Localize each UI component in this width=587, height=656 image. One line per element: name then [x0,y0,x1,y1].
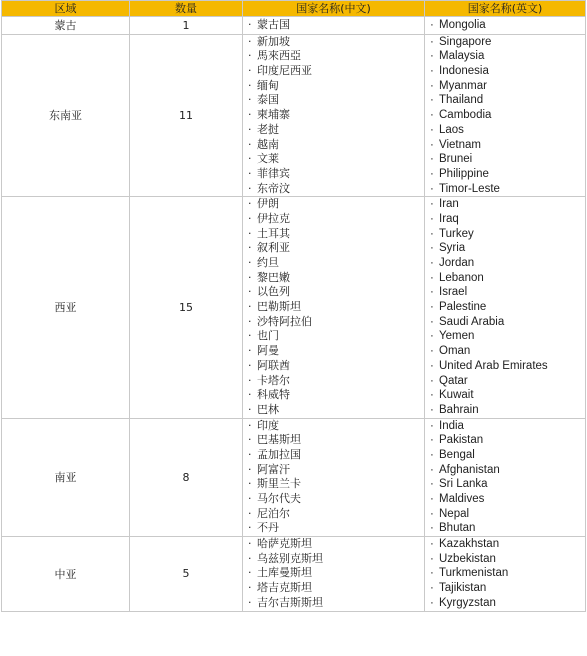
bullet-icon: · [248,373,252,387]
country-name: Uzbekistan [439,552,496,565]
country-item-en [425,448,585,463]
bullet-icon: · [430,345,434,358]
table-row [2,537,586,611]
country-name: 伊拉克 [257,211,290,225]
country-name: 泰国 [257,93,279,107]
country-name: Syria [439,242,466,255]
country-name: 孟加拉国 [257,447,301,461]
country-name: India [439,419,464,432]
country-item-cn [243,167,424,182]
country-item-cn [243,566,424,581]
country-name: Nepal [439,507,470,520]
header-name-cn: 国家名称(中文) [243,1,425,17]
bullet-icon: · [430,374,434,387]
country-item-cn [243,49,424,64]
country-item-en [425,227,585,242]
country-name: 乌兹别克斯坦 [257,551,323,565]
country-names-cn [243,418,425,537]
country-item-en [425,300,585,315]
country-name: Singapore [439,35,492,48]
country-names-cn [243,34,425,197]
bullet-icon: · [430,478,434,491]
country-item-cn [243,256,424,271]
bullet-icon: · [248,521,252,535]
country-item-en [425,167,585,182]
country-item-cn [243,18,424,33]
bullet-icon: · [430,330,434,343]
bullet-icon: · [248,166,252,180]
country-name: Yemen [439,330,475,343]
country-item-cn [243,93,424,108]
country-name: United Arab Emirates [439,359,548,372]
bullet-icon: · [248,211,252,225]
country-name: Philippine [439,167,489,180]
country-item-en [425,581,585,596]
bullet-icon: · [430,35,434,48]
country-name: Thailand [439,94,484,107]
bullet-icon: · [248,506,252,520]
table-row [2,34,586,197]
bullet-icon: · [430,167,434,180]
bullet-icon: · [248,241,252,255]
country-names-en [425,418,586,537]
country-item-cn [243,35,424,50]
bullet-icon: · [430,419,434,432]
bullet-icon: · [430,552,434,565]
country-item-en [425,477,585,492]
bullet-icon: · [248,256,252,269]
bullet-icon: · [430,50,434,63]
count-cell: 15 [130,197,243,418]
country-name: 印度尼西亚 [257,64,312,78]
bullet-icon: · [248,492,252,505]
country-name: Palestine [439,301,487,314]
country-item-cn [243,477,424,492]
bullet-icon: · [430,507,434,520]
country-name: Sri Lanka [439,478,488,491]
bullet-icon: · [430,315,434,328]
country-name: Bahrain [439,403,479,416]
country-names-cn [243,17,425,35]
country-item-cn [243,64,424,79]
bullet-icon: · [430,389,434,402]
country-item-en [425,49,585,64]
bullet-icon: · [248,358,252,372]
country-name: 以色列 [257,285,290,299]
bullet-icon: · [248,402,252,416]
country-name: 阿联酋 [257,358,290,372]
bullet-icon: · [430,434,434,447]
country-name: Mongolia [439,19,486,31]
country-name: 土库曼斯坦 [257,566,312,580]
bullet-icon: · [248,566,252,580]
bullet-icon: · [248,93,252,107]
country-name: Saudi Arabia [439,315,505,328]
country-name: 文莱 [257,152,279,166]
country-name: 也门 [257,329,279,343]
country-name: 阿曼 [257,344,279,358]
bullet-icon: · [248,78,252,92]
country-item-en [425,64,585,79]
country-name: 卡塔尔 [257,373,290,387]
country-item-en [425,241,585,256]
country-name: Iran [439,198,459,211]
bullet-icon: · [430,198,434,211]
country-name: Turkey [439,227,474,240]
country-item-en [425,403,585,418]
country-item-en [425,138,585,153]
country-name: 马尔代夫 [257,492,301,505]
bullet-icon: · [430,522,434,535]
country-item-cn [243,433,424,448]
region-cell: 东南亚 [2,34,130,197]
bullet-icon: · [430,359,434,372]
header-count: 数量 [130,1,243,17]
country-item-cn [243,152,424,167]
country-item-en [425,492,585,507]
country-item-cn [243,271,424,286]
country-name: Brunei [439,153,473,166]
country-item-en [425,93,585,108]
country-item-en [425,463,585,478]
bullet-icon: · [248,329,252,343]
country-name: 巴基斯坦 [257,433,301,447]
bullet-icon: · [248,137,252,151]
country-item-en [425,419,585,434]
country-item-en [425,374,585,389]
country-name: Bhutan [439,522,476,535]
bullet-icon: · [430,182,434,195]
country-item-en [425,108,585,123]
country-names-en [425,197,586,418]
country-name: 沙特阿拉伯 [257,314,312,328]
header-name-en: 国家名称(英文) [425,1,586,17]
country-item-cn [243,388,424,403]
table-row [2,197,586,418]
country-name: Cambodia [439,109,492,122]
bullet-icon: · [248,122,252,136]
country-item-en [425,256,585,271]
bullet-icon: · [430,538,434,551]
country-name: 哈萨克斯坦 [257,537,312,551]
table-row [2,418,586,537]
country-item-en [425,388,585,403]
country-item-cn [243,241,424,256]
bullet-icon: · [430,227,434,240]
bullet-icon: · [430,153,434,166]
country-item-cn [243,492,424,507]
country-name: Laos [439,123,464,136]
bullet-icon: · [248,447,252,461]
bullet-icon: · [430,212,434,225]
country-item-cn [243,552,424,567]
country-item-cn [243,123,424,138]
country-name: 巴勒斯坦 [257,300,301,314]
count-cell: 8 [130,418,243,537]
country-name: 新加坡 [257,34,290,48]
country-item-en [425,315,585,330]
country-name: Kuwait [439,389,474,402]
bullet-icon: · [430,286,434,299]
bullet-icon: · [248,64,252,78]
country-name: Israel [439,286,468,299]
country-name: Jordan [439,257,475,269]
bullet-icon: · [248,49,252,63]
country-item-en [425,79,585,94]
country-item-en [425,152,585,167]
country-name: 科威特 [257,388,290,402]
region-cell: 蒙古 [2,17,130,35]
country-name: 巴林 [257,402,279,416]
country-name: Bengal [439,448,475,461]
bullet-icon: · [248,18,252,31]
country-name: 缅甸 [257,78,279,92]
country-names-en [425,34,586,197]
bullet-icon: · [248,462,252,476]
country-item-cn [243,212,424,227]
bullet-icon: · [248,300,252,314]
region-cell: 南亚 [2,418,130,537]
country-item-cn [243,285,424,300]
country-name: Vietnam [439,138,481,151]
country-item-en [425,433,585,448]
bullet-icon: · [248,34,252,48]
country-item-en [425,359,585,374]
bullet-icon: · [248,314,252,328]
country-item-en [425,35,585,50]
bullet-icon: · [430,109,434,122]
bullet-icon: · [430,567,434,580]
country-item-cn [243,507,424,522]
bullet-icon: · [248,285,252,299]
country-item-cn [243,596,424,611]
country-item-cn [243,537,424,552]
table-row [2,17,586,35]
country-names-cn [243,197,425,418]
country-item-cn [243,329,424,344]
country-name: 斯里兰卡 [257,477,301,491]
bullet-icon: · [430,257,434,269]
country-name: 黎巴嫩 [257,270,290,284]
country-item-cn [243,374,424,389]
bullet-icon: · [430,403,434,416]
country-name: 印度 [257,418,279,432]
country-name: 柬埔寨 [257,108,290,122]
bullet-icon: · [248,344,252,358]
country-item-cn [243,197,424,212]
country-name: 伊朗 [257,197,279,211]
country-item-en [425,596,585,611]
bullet-icon: · [430,123,434,136]
country-item-cn [243,108,424,123]
country-name: Qatar [439,374,468,387]
bullet-icon: · [248,388,252,402]
country-item-cn [243,359,424,374]
country-item-cn [243,463,424,478]
country-names-en [425,17,586,35]
country-item-en [425,566,585,581]
country-name: Pakistan [439,434,484,447]
bullet-icon: · [248,418,252,432]
count-cell: 11 [130,34,243,197]
country-item-en [425,271,585,286]
country-item-cn [243,315,424,330]
country-name: Timor-Leste [439,182,500,195]
bullet-icon: · [430,19,434,31]
country-item-en [425,212,585,227]
country-name: 蒙古国 [257,18,290,31]
country-names-cn [243,537,425,611]
bullet-icon: · [248,595,252,609]
country-name: Oman [439,345,471,358]
country-item-cn [243,138,424,153]
bullet-icon: · [430,596,434,609]
country-item-cn [243,79,424,94]
country-names-en [425,537,586,611]
country-item-en [425,197,585,212]
country-item-cn [243,182,424,197]
bullet-icon: · [430,242,434,255]
country-name: Turkmenistan [439,567,509,580]
country-table [1,0,586,612]
country-item-en [425,182,585,197]
region-cell: 中亚 [2,537,130,611]
bullet-icon: · [430,271,434,284]
country-name: Malaysia [439,50,485,63]
region-cell: 西亚 [2,197,130,418]
bullet-icon: · [430,94,434,107]
country-name: 馬來西亞 [257,49,301,63]
bullet-icon: · [430,65,434,78]
country-item-en [425,329,585,344]
bullet-icon: · [248,152,252,166]
bullet-icon: · [248,108,252,122]
country-item-cn [243,581,424,596]
country-name: 塔吉克斯坦 [257,581,312,595]
bullet-icon: · [248,551,252,565]
bullet-icon: · [248,477,252,491]
country-item-cn [243,419,424,434]
country-name: 叙利亚 [257,241,290,255]
bullet-icon: · [248,433,252,447]
bullet-icon: · [430,79,434,92]
header-row [2,1,586,17]
country-name: 老挝 [257,122,279,136]
country-name: 东帝汶 [257,181,290,195]
bullet-icon: · [430,493,434,505]
country-name: Afghanistan [439,463,500,476]
country-item-en [425,537,585,552]
country-name: Tajikistan [439,582,487,595]
country-item-en [425,123,585,138]
country-name: 阿富汗 [257,462,290,476]
country-item-en [425,344,585,359]
bullet-icon: · [248,226,252,240]
country-name: Maldives [439,493,485,505]
bullet-icon: · [248,197,252,211]
country-item-en [425,18,585,33]
country-name: Kazakhstan [439,538,500,551]
country-name: Iraq [439,212,459,225]
header-region: 区域 [2,1,130,17]
country-name: Myanmar [439,79,487,92]
country-item-cn [243,300,424,315]
bullet-icon: · [248,270,252,284]
bullet-icon: · [430,448,434,461]
count-cell: 5 [130,537,243,611]
country-item-cn [243,521,424,536]
bullet-icon: · [430,138,434,151]
bullet-icon: · [248,181,252,195]
country-name: 土耳其 [257,226,290,240]
country-name: Lebanon [439,271,484,284]
country-item-en [425,507,585,522]
country-name: 越南 [257,137,279,151]
country-name: 菲律宾 [257,166,290,180]
country-name: 尼泊尔 [257,506,290,520]
country-item-cn [243,448,424,463]
country-item-en [425,552,585,567]
country-name: Kyrgyzstan [439,596,496,609]
count-cell: 1 [130,17,243,35]
country-item-cn [243,227,424,242]
country-name: 约旦 [257,256,279,269]
country-name: Indonesia [439,65,489,78]
country-item-en [425,285,585,300]
table-body [2,17,586,612]
country-item-cn [243,344,424,359]
bullet-icon: · [430,463,434,476]
bullet-icon: · [430,301,434,314]
bullet-icon: · [430,582,434,595]
country-name: 吉尔吉斯斯坦 [257,595,323,609]
bullet-icon: · [248,581,252,595]
country-name: 不丹 [257,521,279,535]
bullet-icon: · [248,537,252,551]
country-item-en [425,521,585,536]
country-item-cn [243,403,424,418]
